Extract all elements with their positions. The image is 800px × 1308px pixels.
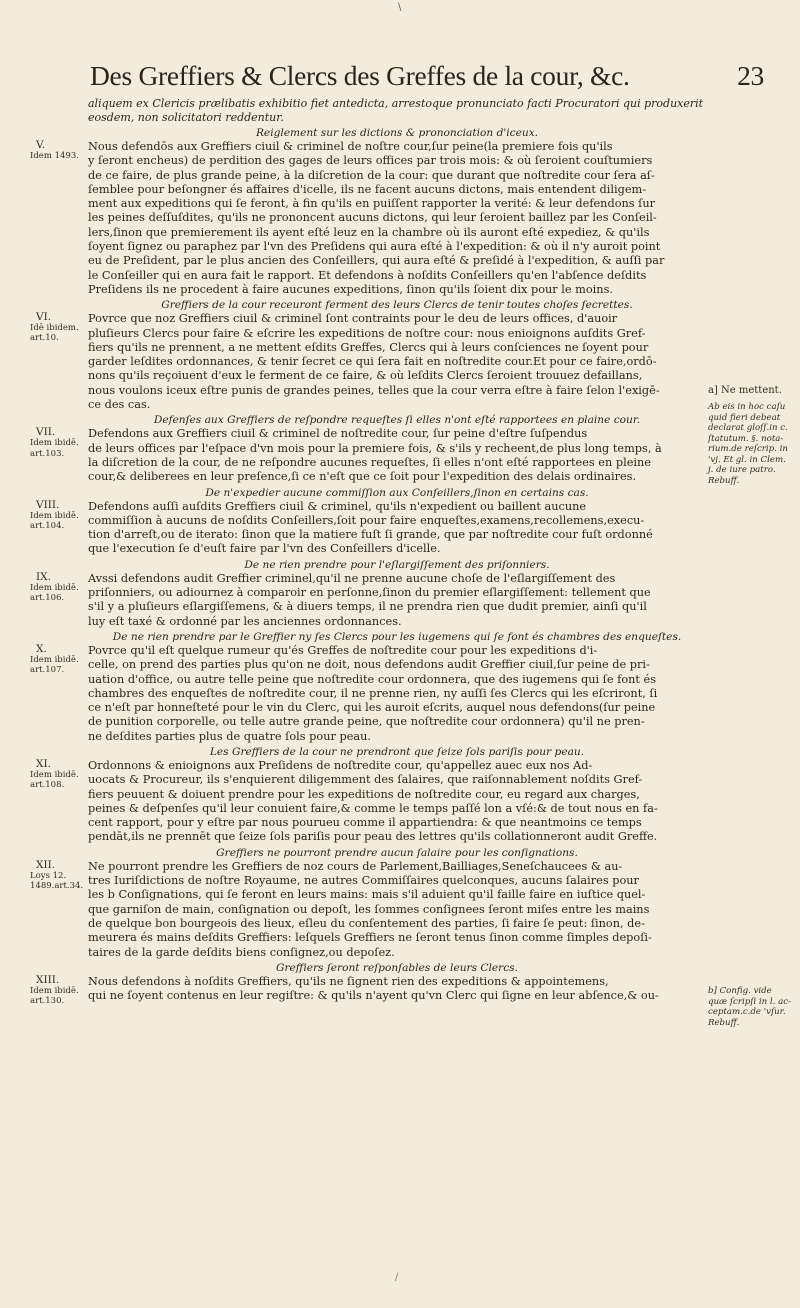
article-margin-note bbox=[30, 499, 86, 531]
text-line: commiſſion à aucuns de noſdits Conſeillers,ſoit pour faire enqueſtes,examens,recollemens,execu- bbox=[88, 513, 645, 527]
text-line: Defendons aux Greffiers ciuil & criminel de noſtredite cour, ſur peine d'eſtre ſuſpendus bbox=[88, 427, 588, 441]
text-line: ſemblee pour beſongner és affaires d'icelle, ils ne facent aucuns dictons, mais entendent diligem- bbox=[88, 182, 647, 196]
text-line: les b Conſignations, qui ſe feront en leurs mains: mais s'il aduient qu'il faille faire en iuſtice quel- bbox=[88, 888, 646, 902]
section-heading: Reiglement sur les dictions & prononciation d'iceux. bbox=[255, 127, 539, 139]
text-line: nons qu'ils reçoiuent d'eux le ferment de ce faire, & où leſdits Clercs ſeroient trouuez defaillans, bbox=[88, 369, 643, 383]
text-line: Povrce qu'il eſt quelque rumeur qu'és Greffes de noſtredite cour pour les expeditions d'i- bbox=[88, 643, 598, 657]
section-heading: De ne rien prendre pour l'eſlargiſſement des priſonniers. bbox=[244, 558, 550, 571]
text-line: Nous defendons à noſdits Greffiers, qu'ils ne ſignent rien des expeditions & appointemens, bbox=[88, 974, 609, 988]
text-line: peines & deſpenſes qu'il leur conuient faire,& comme le temps paſſé lon a vſé:& de tout nous en fa- bbox=[88, 801, 658, 815]
text-line: de ce faire, de plus grande peine, à la diſcretion de la cour: que durant que noſtredite cour ſera aſ- bbox=[88, 168, 655, 182]
intro-line: aliquem ex Clericis prælibatis exhibitio fiet antedicta, arrestoque pronunciato facti Procuratori qui produxerit bbox=[88, 97, 704, 110]
article-margin-note bbox=[30, 426, 86, 458]
article-reference: Idem ibidē. art.103. bbox=[30, 438, 79, 459]
article-number: IX. bbox=[36, 570, 51, 583]
text-line: tres Iuriſdictions de noſtre Royaume, ne autres Commiſſaires quelconques, aucuns ſalaires pour bbox=[88, 874, 639, 888]
text-line: Nous defendōs aux Greffiers ciuil & criminel de noſtre cour,ſur peine(la premiere fois qu'ils bbox=[88, 140, 613, 153]
body-text bbox=[88, 97, 706, 1003]
article-margin-note bbox=[30, 974, 86, 1006]
text-line: pluſieurs Clercs pour faire & eſcrire les expeditions de noſtre cour: nous enioignons auſdits Gref- bbox=[88, 326, 646, 340]
text-line: uocats & Procureur, ils s'enquierent diligemment des ſalaires, que raiſonnablement noſdits Gref- bbox=[88, 773, 643, 787]
margin-note-a: a] Ne mettent. bbox=[708, 385, 782, 396]
text-line: de punition corporelle, ou telle autre grande peine, que noſtredite cour ordonnera) qu'il ne pren- bbox=[88, 715, 645, 729]
article-number: XII. bbox=[36, 858, 56, 871]
text-line: priſonniers, ou adiournez à comparoir en perſonne,ſinon du premier eſlargiſſement: tellement que bbox=[88, 586, 651, 600]
text-line: ce n'eſt par honneſteté pour le vin du Clerc, qui les auroit eſcrits, auquel nous defendons(ſur peine bbox=[88, 701, 656, 715]
top-mark: \ bbox=[398, 2, 402, 13]
text-line: nous voulons iceux eſtre punis de grandes peines, telles que la cour verra eſtre à faire ſelon l'exigē- bbox=[88, 383, 660, 397]
margin-note-a-text: Ab eis in hoc caſu quid fieri debeat declarat gloſſ.in c. ſtatutum. §. nota- rium.de reſcrip. in 'vj. Et gl. in Clem. j. de iure patro. Rebuff. bbox=[708, 402, 788, 486]
text-line: les peines deſſuſdites, qu'ils ne prononcent aucuns dictons, qui leur ſeroient baillez par les Conſeil- bbox=[88, 211, 657, 225]
text-line: uation d'office, ou autre telle peine que noſtredite cour ordonnera, que des iugemens qui ſe font és bbox=[88, 672, 657, 686]
article-number: VI. bbox=[36, 311, 52, 324]
margin-note-b: b] Config. vide quæ ſcripſi in l. ac- ceptam.c.de 'vſur. Rebuff. bbox=[708, 986, 791, 1028]
running-header bbox=[80, 60, 770, 102]
page-title: Des Greffiers & Clercs des Greffes de la cour, &c. bbox=[90, 60, 630, 91]
text-line: qui ne ſoyent contenus en leur regiſtre: & qu'ils n'ayent qu'vn Clerc qui ſigne en leur abſence,& ou- bbox=[88, 989, 659, 1003]
section-heading: Defenſes aux Greffiers de reſpondre requeſtes ſi elles n'ont eſté rapportees en plaine cour. bbox=[153, 414, 641, 427]
article-number: VIII. bbox=[36, 498, 60, 511]
text-line: taires de la garde deſdits biens conſignez,ou depoſez. bbox=[88, 945, 395, 959]
article-number: XIII. bbox=[36, 973, 60, 986]
intro-line: eosdem, non solicitatori reddentur. bbox=[88, 111, 284, 124]
text-line: garder leſdites ordonnances, & tenir ſecret ce qui ſera fait en noſtredite cour.Et pour ce faire,ordō- bbox=[88, 355, 657, 369]
article-reference: Idem ibidē. art.104. bbox=[30, 510, 79, 531]
article-number: X. bbox=[36, 642, 47, 655]
text-line: lers,ſinon que premierement ils ayent eſté leuz en la chambre où ils auront eſté expediez, & qu'ils bbox=[88, 225, 650, 239]
article-margin-note bbox=[30, 139, 86, 161]
article-reference: Idem ibidē. art.107. bbox=[30, 654, 79, 676]
section-heading: De n'expedier aucune commiſſion aux Conſeillers,ſinon en certains cas. bbox=[205, 486, 589, 499]
text-line: ce des cas. bbox=[88, 398, 151, 412]
article-reference: Idem ibidē. art.130. bbox=[30, 985, 79, 1007]
text-line: que garniſon de main, conſignation ou depoſt, les ſommes conſignees ſeront miſes entre les mains bbox=[88, 902, 650, 916]
text-line: cent rapport, pour y eſtre par nous pourueu comme il appartiendra: & que neantmoins ce temps bbox=[88, 816, 642, 830]
text-line: luy eſt taxé & ordonné par les anciennes ordonnances. bbox=[88, 614, 402, 628]
article-number: XI. bbox=[36, 757, 51, 770]
article-reference: Idē ibidem. art.10. bbox=[30, 323, 79, 344]
page-number: 23 bbox=[737, 60, 764, 91]
section-heading: Les Greffiers de la cour ne prendront que ſeize ſols pariſis pour peau. bbox=[209, 745, 585, 758]
text-line: fiers peuuent & doiuent prendre pour les expeditions de noſtredite cour, eu regard aux charges, bbox=[88, 787, 640, 801]
text-line: Preſidens ils ne procedent à faire aucunes expeditions, ſinon qu'ils ſoient dix pour le moins. bbox=[88, 282, 613, 296]
text-line: pendāt,ils ne prennēt que ſeize ſols pariſis pour peau des lettres qu'ils collationneront audit Greffe. bbox=[88, 830, 658, 844]
bottom-mark: / bbox=[395, 1272, 399, 1283]
article-margin-note bbox=[30, 571, 86, 603]
text-line: le Conſeiller qui en aura fait le rapport. Et defendons à noſdits Conſeillers qu'en l'abſence deſdits bbox=[88, 268, 647, 282]
text-line: de leurs offices par l'eſpace d'vn mois pour la premiere fois, & s'ils y recheent,de plus long temps, à bbox=[88, 441, 662, 455]
article-reference: Idem ibidē. art.108. bbox=[30, 769, 79, 791]
article-number: VII. bbox=[36, 426, 56, 439]
article-reference: Idem ibidē. art.106. bbox=[30, 582, 79, 603]
article-margin-note bbox=[30, 758, 86, 790]
text-line: de quelque bon bourgeois des lieux, eſleu du conſentement des parties, ſi faire ſe peut: ſinon, de- bbox=[88, 916, 645, 930]
article-reference: Loys 12. 1489.art.34. bbox=[30, 870, 84, 891]
text-line: Avssi defendons audit Greffier criminel,qu'il ne prenne aucune choſe de l'eſlargiſſement des bbox=[88, 571, 616, 585]
text-line: tion d'arreſt,ou de iterato: ſinon que la matiere fuſt ſi grande, que par noſtredite cour fuſt ordonné bbox=[88, 528, 653, 542]
text-line: s'il y a pluſieurs eſlargiſſemens, & à diuers temps, il ne prendra rien que dudit premier, ainſi qu'il bbox=[88, 600, 647, 614]
text-line: la diſcretion de la cour, de ne reſpondre aucunes requeſtes, ſi elles n'ont eſté rapportees en pleine bbox=[88, 455, 651, 469]
text-line: eu de Preſident, par le plus ancien des Conſeillers, qui aura eſté & preſidé à l'expedition, & auſſi par bbox=[88, 254, 665, 268]
text-line: que l'execution ſe d'euſt faire par l'vn des Conſeillers d'icelle. bbox=[88, 542, 441, 556]
text-line: celle, on prend des parties plus qu'on ne doit, nous defendons audit Greffier ciuil,ſur peine de pri- bbox=[88, 658, 650, 672]
text-line: fiers qu'ils ne prennent, a ne mettent eſdits Greffes, Clercs qui à leurs conſciences ne ſoyent pour bbox=[88, 340, 649, 354]
text-line: Defendons auſſi auſdits Greffiers ciuil & criminel, qu'ils n'expedient ou baillent aucune bbox=[88, 499, 587, 513]
article-number: V. bbox=[36, 139, 46, 151]
margin-note-a-label bbox=[708, 386, 792, 397]
article-margin-note bbox=[30, 643, 86, 675]
article-margin-note bbox=[30, 311, 86, 343]
text-line: y ſeront encheus) de perdition des gages de leurs offices par trois mois: & où ſeroient couſtumiers bbox=[88, 154, 653, 168]
text-line: cour,& deliberees en leur preſence,ſi ce n'eſt que ce ſoit pour l'expedition des delais ordinaires. bbox=[88, 470, 637, 484]
text-line: meurera és mains deſdits Greffiers: leſquels Greffiers ne ſeront tenus ſinon comme ſimples depoſi- bbox=[88, 931, 652, 945]
section-heading: Greffiers de la cour receuront ferment des leurs Clercs de tenir toutes choſes ſecrettes. bbox=[161, 299, 633, 312]
text-line: ment aux expeditions qui ſe feront, à fin qu'ils en puiſſent rapporter la verité: & leur defendons ſur bbox=[88, 197, 656, 211]
text-line: Povrce que noz Greffiers ciuil & criminel ſont contraints pour le deu de leurs offices, d'auoir bbox=[88, 312, 618, 326]
text-line: Ordonnons & enioignons aux Preſidens de noſtredite cour, qu'appellez auec eux nos Ad- bbox=[88, 758, 593, 772]
section-heading: Greffiers ne pourront prendre aucun ſalaire pour les conſignations. bbox=[216, 846, 578, 859]
text-line: chambres des enqueſtes de noſtredite cour, il ne prenne rien, ny auſſi ſes Clercs qui les eſcriront, ſi bbox=[88, 686, 658, 700]
text-line: ne deſdites parties plus de quatre ſols pour peau. bbox=[88, 729, 371, 743]
text-line: ſoyent ſignez ou paraphez par l'vn des Preſidens qui aura eſté à l'expedition: & où il n'y auroit point bbox=[88, 240, 661, 254]
text-line: Ne pourront prendre les Greffiers de noz cours de Parlement,Bailliages,Seneſchaucees & au- bbox=[88, 859, 623, 873]
article-reference: Idem 1493. bbox=[30, 151, 79, 161]
section-heading: Greffiers ſeront reſponſables de leurs Clercs. bbox=[276, 961, 518, 974]
article-margin-note bbox=[30, 859, 86, 891]
section-heading: De ne rien prendre par le Greffier ny ſes Clercs pour les iugemens qui ſe font és chambres des enqueſtes. bbox=[112, 630, 682, 643]
